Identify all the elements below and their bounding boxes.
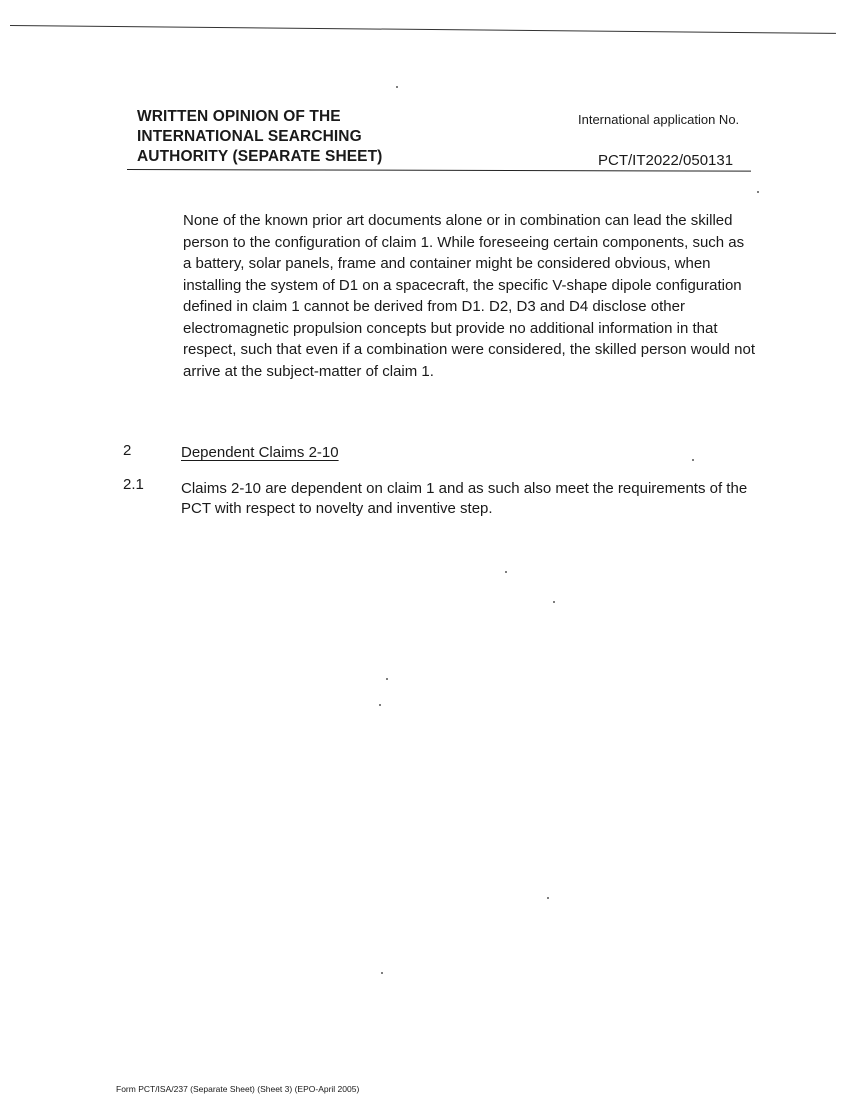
body-paragraph: None of the known prior art documents alone or in combination can lead the skilled person to the configuration of claim 1. While foreseeing certain components, such as a battery, solar panels, frame and container might be considered obvious, when installing the system of D1 on a spacecraft, the specific V-shape dipole configuration defined in claim 1 cannot be derived from D1. D2, D3 and D4 disclose other electromagnetic propulsion concepts but provide no additional information in that respect, such that even if a combination were considered, the skilled person would not arrive at the subject-matter of claim 1.: [183, 212, 755, 380]
section-number: 2: [123, 442, 132, 459]
header-divider: [127, 169, 751, 172]
subsection-text: Claims 2-10 are dependent on claim 1 and as such also meet the requirements of the PCT with respect to novelty and inventive step.: [181, 480, 748, 517]
scan-edge-line: [10, 25, 836, 34]
scan-speck: [386, 678, 388, 680]
scan-speck: [553, 601, 555, 603]
scan-speck: [757, 191, 759, 193]
section-title: Dependent Claims 2-10: [181, 444, 339, 461]
subsection-number: 2.1: [123, 476, 144, 493]
title-line-1: WRITTEN OPINION OF THE: [137, 108, 341, 125]
title-line-2: INTERNATIONAL SEARCHING: [137, 128, 362, 145]
title-line-3: AUTHORITY (SEPARATE SHEET): [137, 148, 383, 165]
document-title: [137, 107, 382, 167]
scan-speck: [505, 571, 507, 573]
scan-speck: [381, 972, 383, 974]
form-footer: Form PCT/ISA/237 (Separate Sheet) (Sheet 3) (EPO-April 2005): [116, 1084, 360, 1094]
application-number: PCT/IT2022/050131: [598, 152, 734, 169]
scan-speck: [692, 459, 694, 461]
scan-speck: [379, 704, 381, 706]
scan-speck: [547, 897, 549, 899]
application-number-label: International application No.: [578, 112, 740, 127]
scan-speck: [396, 86, 398, 88]
